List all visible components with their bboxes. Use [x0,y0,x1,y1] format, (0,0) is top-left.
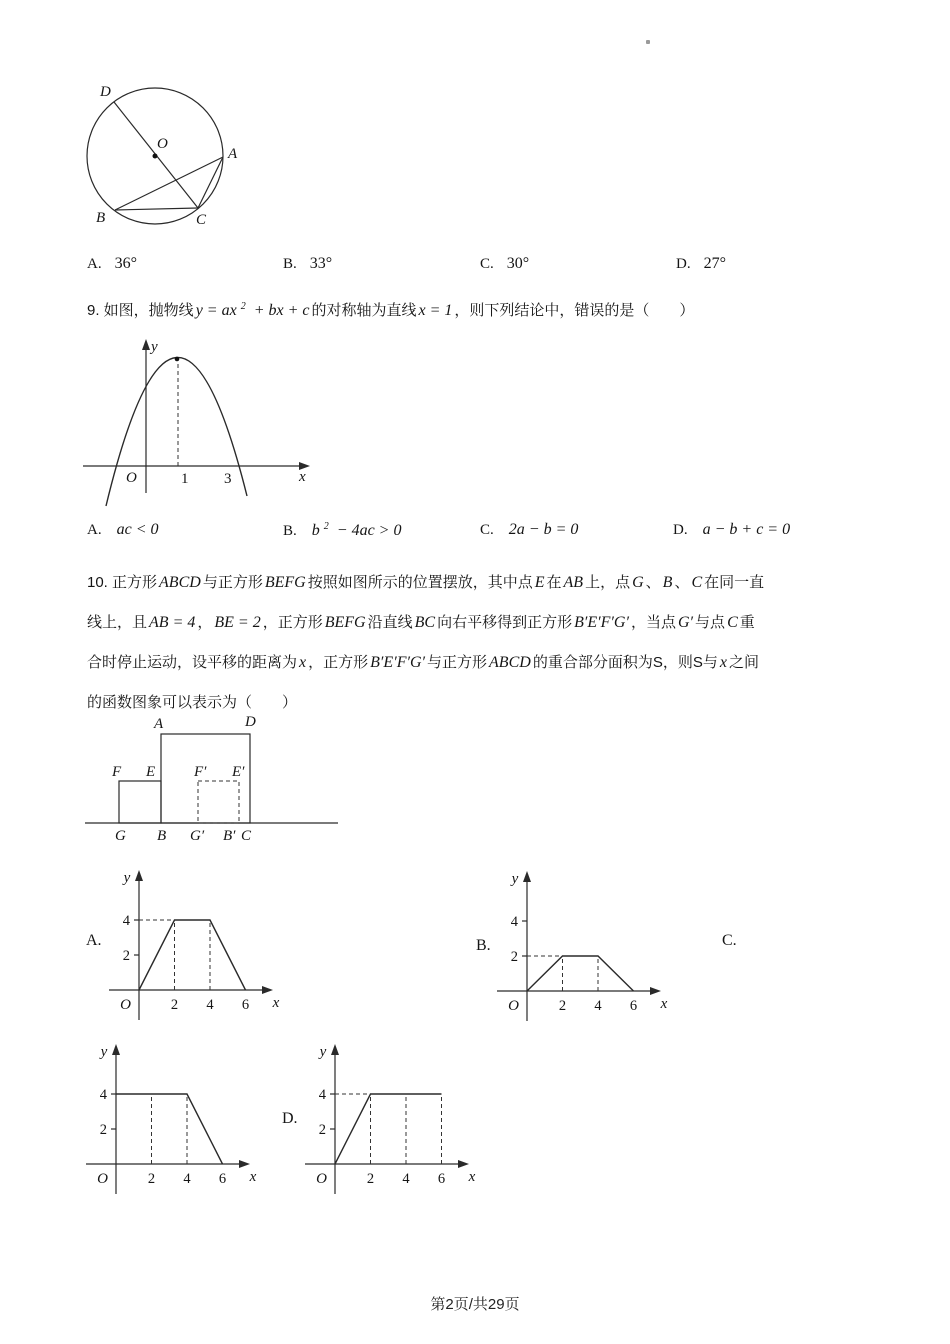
option-value: 36° [114,255,137,272]
option-math: a − b + c = 0 [702,521,791,538]
svg-text:y: y [511,871,519,887]
graph-option-C [60,1036,275,1211]
y-axis-arrow [142,339,150,350]
y-axis-label: y [151,339,158,355]
svg-text:6: 6 [437,1171,446,1187]
chord-AC [198,157,223,208]
page-number: 第2页/共29页 [430,1296,520,1313]
label-B: B [157,828,167,844]
graph-option-label-D: D. [282,1110,298,1127]
option-key: D. [673,522,688,538]
x-axis-label: x [299,469,306,485]
option-key: B. [283,256,297,272]
label-G: G [115,828,126,844]
q8-option-a [87,255,137,273]
svg-text:4: 4 [510,914,518,930]
q9-option-b [283,521,403,540]
svg-text:2: 2 [510,949,518,965]
point-label-A: A [228,146,238,162]
graph-option-label-C: C. [722,932,737,949]
q10-line-4: 的函数图象可以表示为（ ） [87,694,298,711]
svg-text:6: 6 [241,997,250,1013]
graph-option-A [83,862,298,1037]
point-label-D: D [100,84,111,100]
label-B-prime: B′ [223,828,236,844]
option-value: 30° [506,255,530,272]
svg-text:O: O [120,997,131,1013]
svg-text:x: x [249,1169,257,1185]
label-G-prime: G′ [190,828,205,844]
svg-text:6: 6 [629,998,638,1014]
graph-option-B [471,863,686,1038]
q9-parabola-figure [78,333,318,508]
svg-text:O: O [316,1171,327,1187]
graph-option-D [279,1036,494,1211]
option-value: 27° [703,255,726,272]
q10-squares-figure [80,712,350,847]
q10-line-1: 10. 正方形 ABCD 与正方形 BEFG 按照如图所示的位置摆放，其中点 E 在 AB 上，点 G 、 B 、 C 在同一直 [87,574,765,591]
svg-text:2: 2 [147,1171,156,1187]
chord-BC [115,208,198,210]
option-math: ac < 0 [116,521,159,538]
svg-text:4: 4 [206,997,214,1013]
q10-line-2: 线上，且 AB = 4 ， BE = 2 ，正方形 BEFG 沿直线 BC 向右平移得到正方形 B′E′F′G′ ，当点 G′ 与点 C 重 [87,614,755,631]
label-F-prime: F′ [194,764,207,780]
q10-stem [87,563,877,723]
option-key: B. [283,523,297,539]
option-key: D. [676,256,691,272]
svg-text:4: 4 [594,998,602,1014]
svg-text:2: 2 [99,1122,107,1138]
svg-text:4: 4 [183,1171,191,1187]
label-E: E [146,764,156,780]
svg-text:y: y [319,1044,327,1060]
option-math: b $^2$ − 4ac > 0 [311,521,402,539]
svg-text:x: x [468,1169,476,1185]
option-math: 2a − b = 0 [508,521,579,538]
svg-text:O: O [508,998,519,1014]
option-key: A. [87,522,102,538]
svg-text:2: 2 [122,948,130,964]
label-A: A [154,716,164,732]
svg-text:4: 4 [318,1087,326,1103]
svg-text:4: 4 [402,1171,410,1187]
label-E-prime: E′ [232,764,245,780]
svg-text:y: y [100,1044,108,1060]
option-value: 33° [309,255,333,272]
option-key: C. [480,256,494,272]
q9-stem: 9. 如图，抛物线 y = ax $^2$ + bx + c 的对称轴为直线 x = 1 ，则下列结论中，错误的是（ ） [87,301,695,319]
q9-option-a [87,521,161,539]
svg-text:2: 2 [366,1171,375,1187]
option-key: C. [480,522,494,538]
q9-option-d [673,521,792,539]
svg-text:y: y [123,870,131,886]
svg-text:4: 4 [99,1087,107,1103]
label-F: F [112,764,122,780]
svg-text:2: 2 [558,998,567,1014]
point-label-O: O [157,136,168,152]
origin-label: O [126,470,137,486]
option-key: A. [87,256,102,272]
svg-text:6: 6 [218,1171,227,1187]
graph-option-label-B: B. [476,937,491,954]
vertex-dot [175,357,180,362]
x-tick-3: 3 [224,471,232,487]
q8-option-c [480,255,529,273]
q8-option-b [283,255,332,273]
point-label-C: C [196,212,207,228]
center-dot [153,154,158,159]
q9-option-c [480,521,580,539]
x-tick-1: 1 [181,471,189,487]
stray-dot [646,40,650,44]
svg-text:4: 4 [122,913,130,929]
square-BEFG-translated [198,781,239,823]
label-D: D [245,714,256,730]
svg-text:O: O [97,1171,108,1187]
chord-BA [115,157,223,210]
q10-line-3: 合时停止运动，设平移的距离为 x ，正方形 B′E′F′G′ 与正方形 ABCD 的重合部分面积为S，则S与 x 之间 [87,654,759,671]
graph-option-label-A: A. [86,932,102,949]
square-BEFG [119,781,161,823]
svg-text:x: x [272,995,280,1011]
q8-option-d [676,255,726,273]
svg-text:2: 2 [170,997,179,1013]
point-label-B: B [96,210,106,226]
parabola-svg [78,333,318,508]
label-C2: C [241,828,252,844]
q8-circle-figure [80,72,250,242]
svg-text:x: x [660,996,668,1012]
svg-text:2: 2 [318,1122,326,1138]
